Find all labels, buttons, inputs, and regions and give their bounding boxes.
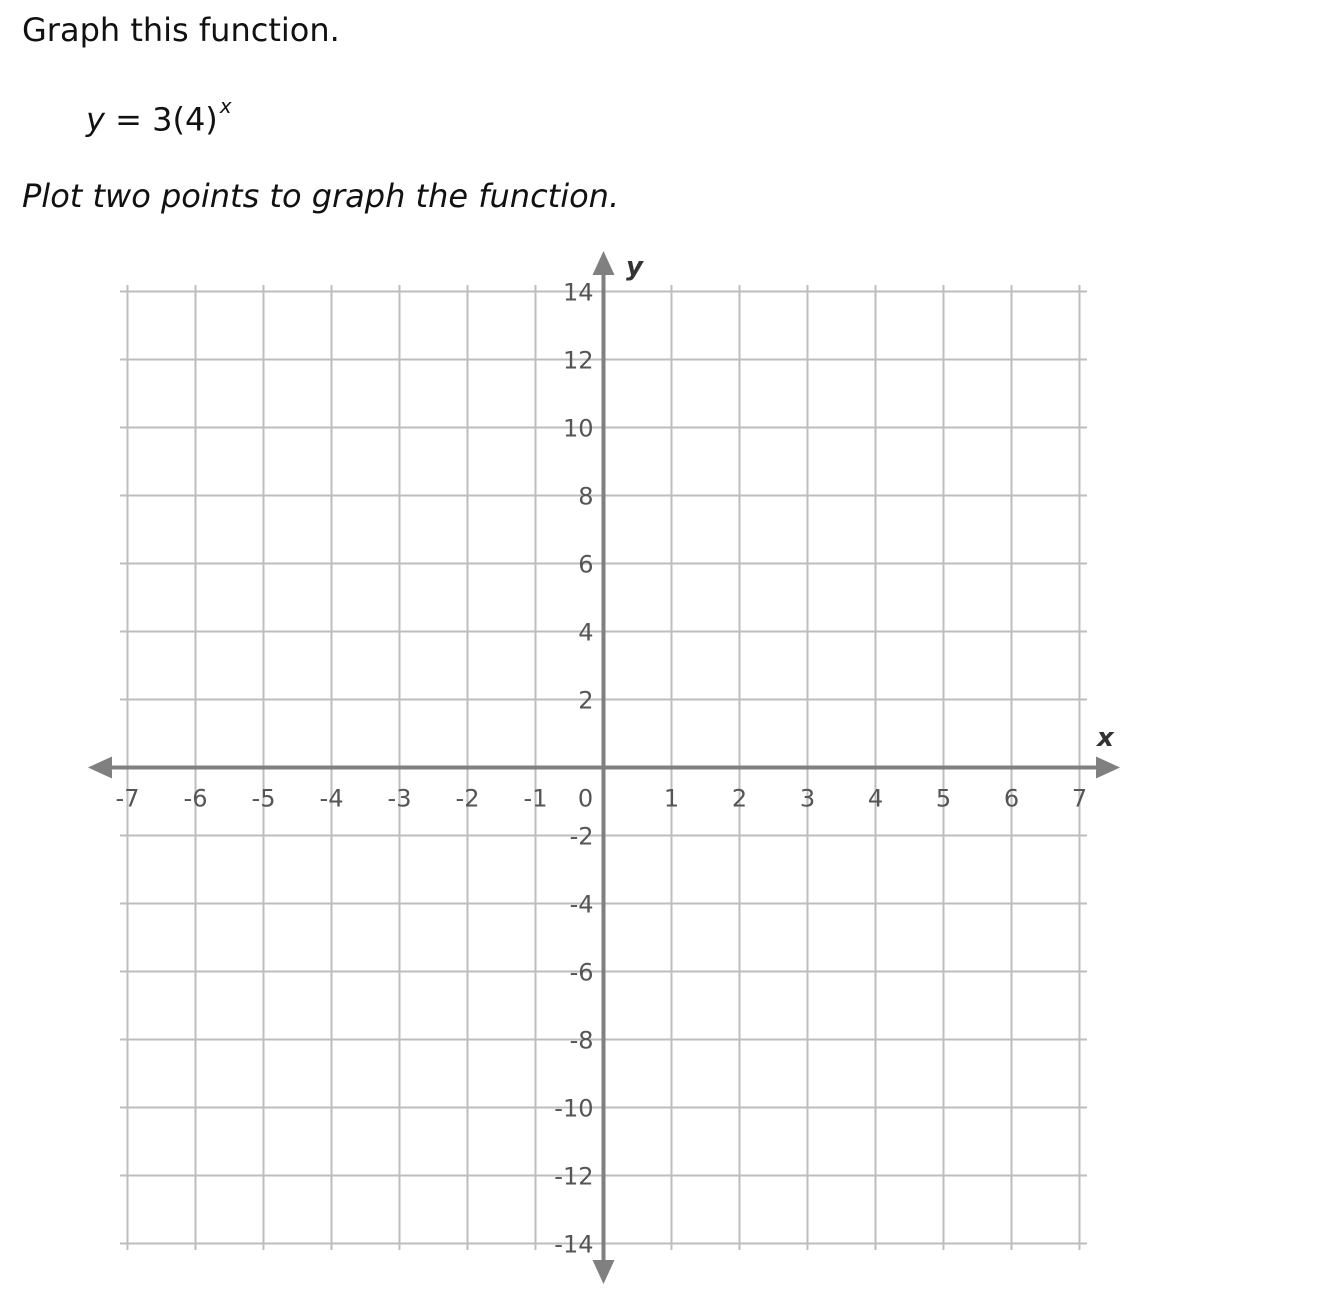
x-tick-label: 2 (731, 784, 748, 813)
equation-equals: = (115, 100, 142, 139)
y-axis-up-arrow-icon (593, 251, 615, 275)
x-tick-label: 7 (1071, 784, 1088, 813)
y-tick-label: 6 (578, 550, 594, 579)
x-tick-label: 5 (935, 784, 952, 813)
question-instruction: Graph this function. (22, 11, 340, 49)
x-tick-label: -7 (115, 784, 140, 813)
x-tick-label: 4 (867, 784, 884, 813)
x-axis-left-arrow-icon (88, 757, 112, 779)
x-axis-label: x (1097, 723, 1114, 753)
y-tick-label: -6 (569, 958, 594, 987)
y-tick-label: 12 (562, 346, 594, 375)
y-tick-label: -12 (554, 1162, 594, 1191)
equation-lhs: y (86, 100, 105, 139)
y-tick-label: -14 (554, 1230, 594, 1259)
y-tick-label: 14 (562, 278, 594, 307)
y-tick-label: -10 (554, 1094, 594, 1123)
y-tick-label: -4 (569, 890, 594, 919)
x-tick-label: 1 (663, 784, 680, 813)
y-tick-label: -2 (569, 822, 594, 851)
y-axis-label: y (626, 252, 643, 282)
x-tick-label: -4 (319, 784, 344, 813)
y-tick-label: -8 (569, 1026, 594, 1055)
x-tick-label: 3 (799, 784, 816, 813)
y-tick-label: 8 (578, 482, 594, 511)
axes (88, 251, 1120, 1284)
x-tick-label: 6 (1003, 784, 1020, 813)
x-tick-label: -3 (387, 784, 412, 813)
y-tick-label: 2 (578, 686, 594, 715)
y-tick-label: 10 (562, 414, 594, 443)
equation-exponent: x (219, 94, 232, 118)
x-tick-label: -6 (183, 784, 208, 813)
y-tick-label: 4 (578, 618, 594, 647)
x-tick-label: -1 (523, 784, 548, 813)
x-tick-label: -2 (455, 784, 480, 813)
origin-label: 0 (577, 784, 594, 813)
y-axis-down-arrow-icon (593, 1260, 615, 1284)
x-axis-right-arrow-icon (1096, 757, 1120, 779)
plot-prompt: Plot two points to graph the function. (22, 177, 620, 215)
equation-base: 3(4) (152, 100, 218, 139)
x-tick-label: -5 (251, 784, 276, 813)
